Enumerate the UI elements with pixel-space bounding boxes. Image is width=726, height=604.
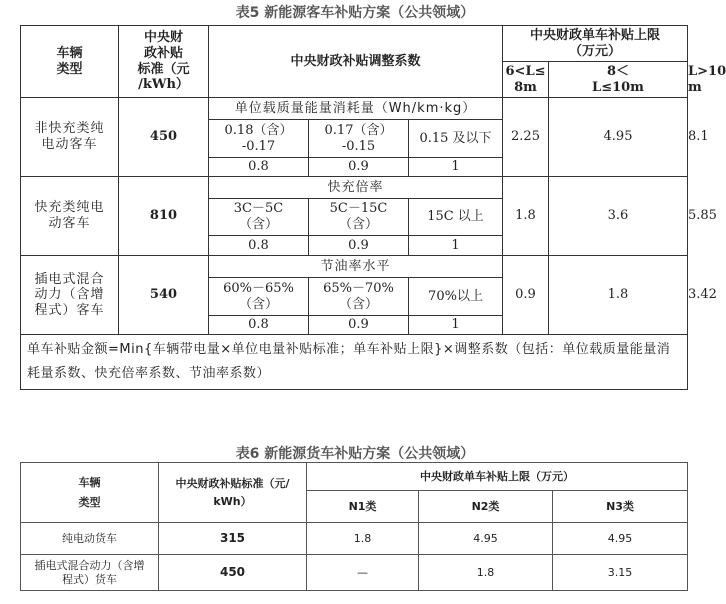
truck-subsidy-table: [20, 462, 688, 591]
cap-cell: 0.9: [503, 256, 549, 335]
table5-title: 表5 新能源客车补贴方案（公共领域）: [235, 5, 475, 21]
cap-cell: 3.6: [549, 177, 688, 256]
coef-cell: 1: [409, 316, 503, 335]
coef-cell: 1: [409, 236, 503, 256]
metric-cell: 节油率水平: [209, 256, 503, 278]
coef-cell: 0.8: [209, 236, 309, 256]
header-coefficient: 中央财政补贴调整系数: [209, 26, 503, 98]
vehicle-type-cell: 插电式混合 动力（含增 程式）客车: [21, 256, 119, 335]
header-cap-col: N2类: [419, 491, 553, 523]
header-cap-col: N1类: [307, 491, 419, 523]
header-standard: 中央财 政补贴 标准（元 /kWh）: [119, 26, 209, 98]
header-standard: 中央财政补贴标准（元/ kWh）: [159, 463, 307, 523]
range-cell: 70%以上: [409, 278, 503, 316]
metric-cell: 单位载质量能量消耗量（Wh/km·kg）: [209, 98, 503, 120]
metric-cell: 快充倍率: [209, 177, 503, 199]
coef-cell: 0.8: [209, 316, 309, 335]
header-cap: 中央财政单车补贴上限（万元）: [307, 463, 688, 491]
cap-cell: —: [307, 555, 419, 591]
range-cell: 0.18（含） -0.17: [209, 120, 309, 158]
cap-cell: 2.25: [503, 98, 549, 177]
cap-cell: 1.8: [549, 256, 688, 335]
standard-cell: 315: [159, 523, 307, 555]
cap-cell: 1.8: [503, 177, 549, 256]
cap-cell: 3.15: [553, 555, 688, 591]
table6-title: 表6 新能源货车补贴方案（公共领域）: [235, 446, 475, 462]
cap-cell: 1.8: [307, 523, 419, 555]
range-cell: 5C－15C （含）: [309, 199, 409, 236]
coef-cell: 1: [409, 158, 503, 177]
standard-cell: 810: [119, 177, 209, 256]
cap-cell: 4.95: [553, 523, 688, 555]
header-cap-col: N3类: [553, 491, 688, 523]
vehicle-type-cell: 非快充类纯 电动客车: [21, 98, 119, 177]
range-cell: 3C－5C （含）: [209, 199, 309, 236]
cap-cell: 4.95: [419, 523, 553, 555]
header-cap-col: 8＜ L≤10m: [549, 62, 688, 98]
coef-cell: 0.9: [309, 158, 409, 177]
coef-cell: 0.9: [309, 236, 409, 256]
range-cell: 0.17（含） -0.15: [309, 120, 409, 158]
vehicle-type-cell: 纯电动货车: [21, 523, 159, 555]
header-cap: 中央财政单车补贴上限 （万元）: [503, 26, 688, 62]
coef-cell: 0.9: [309, 316, 409, 335]
coef-cell: 0.8: [209, 158, 309, 177]
bus-subsidy-table: 车辆 类型 中央财 政补贴 标准（元 /kWh） 中央财政补贴调整系数 中央财政单车补贴上限 （万元） 6<L≤ 8m 8＜ L≤10m L>10 m 非快充类纯 电动客车 450 单位载质量能量消耗量（Wh/km·kg） 2.25 4.95 8.1 0.18（含） -0.17 0.17（含） -0.15 0.15 及以下 0.8 0.9 1 快充类纯电 动客车 810 快充倍率 1.8 3.6 5.85 3C－5C （含） 5C－15C （含） 15C 以上 0.8 0.9 1 插电式混合 动力（含增 程式）客车 540 节油率水平 0.9 1.8 3.42 60%－65% （含） 65%－70% （含） 70%以上 0.8 0.9 1 单车补贴金额=Min{车辆带电量×单位电量补贴标准；单车补贴上限}×调整系数（包括：单位载质量能量消耗量系数、快充倍率系数、节油率系数）: [20, 25, 688, 390]
table5-note: 单车补贴金额=Min{车辆带电量×单位电量补贴标准；单车补贴上限}×调整系数（包括：单位载质量能量消耗量系数、快充倍率系数、节油率系数）: [21, 335, 688, 390]
standard-cell: 540: [119, 256, 209, 335]
standard-cell: 450: [159, 555, 307, 591]
range-cell: 15C 以上: [409, 199, 503, 236]
cap-cell: 4.95: [549, 98, 688, 177]
header-cap-col: 6<L≤ 8m: [503, 62, 549, 98]
vehicle-type-cell: 快充类纯电 动客车: [21, 177, 119, 256]
header-vehicle-type: 车辆 类型: [21, 463, 159, 523]
range-cell: 60%－65% （含）: [209, 278, 309, 316]
range-cell: 65%－70% （含）: [309, 278, 409, 316]
header-vehicle-type: 车辆 类型: [21, 26, 119, 98]
vehicle-type-cell: 插电式混合动力（含增 程式）货车: [21, 555, 159, 591]
standard-cell: 450: [119, 98, 209, 177]
range-cell: 0.15 及以下: [409, 120, 503, 158]
cap-cell: 1.8: [419, 555, 553, 591]
